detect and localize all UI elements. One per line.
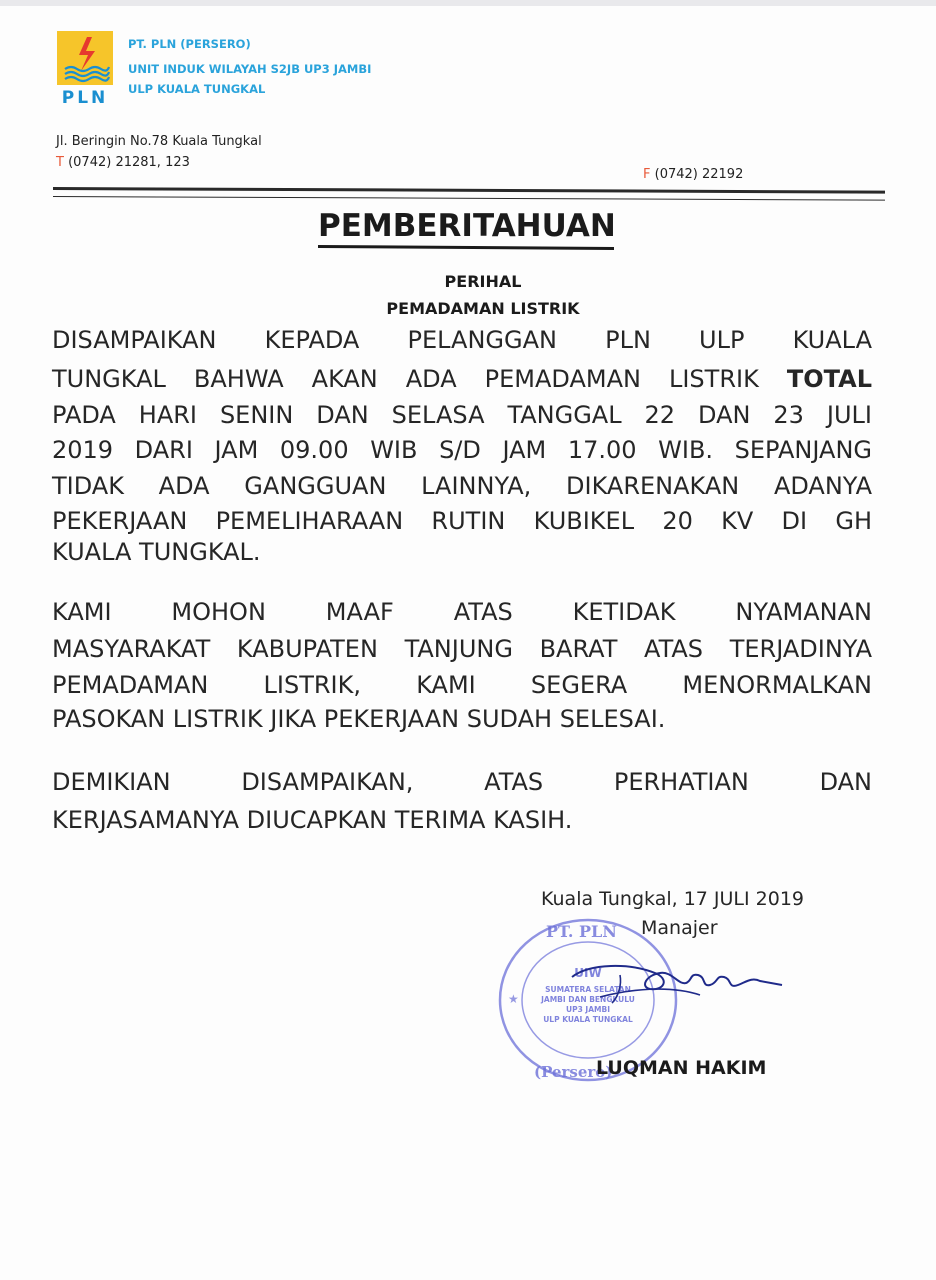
paragraph2-line: KAMI MOHON MAAF ATAS KETIDAK NYAMANAN <box>52 598 872 626</box>
paragraph3-line: KERJASAMANYA DIUCAPKAN TERIMA KASIH. <box>52 806 573 834</box>
fax-prefix: F <box>643 167 651 182</box>
stamp-star-icon: ★ <box>508 992 519 1006</box>
lightning-icon <box>57 31 113 85</box>
stamp-line: ULP KUALA TUNGKAL <box>543 1015 633 1024</box>
company-name: PT. PLN (PERSERO) <box>128 37 251 51</box>
paragraph2-line: MASYARAKAT KABUPATEN TANJUNG BARAT ATAS TERJADINYA <box>52 635 872 663</box>
fax-number <box>643 167 743 182</box>
handwritten-signature <box>560 955 790 1015</box>
scan-edge <box>0 0 936 6</box>
stamp-bottom-text: (Persero) <box>534 1063 613 1081</box>
total-emphasis: TOTAL <box>786 365 872 393</box>
paragraph1-line: TIDAK ADA GANGGUAN LAINNYA, DIKARENAKAN ADANYA <box>52 472 872 500</box>
header-rule-thin <box>53 196 885 201</box>
paragraph2-line: PEMADAMAN LISTRIK, KAMI SEGERA MENORMALKAN <box>52 671 872 699</box>
phone-number <box>56 155 190 170</box>
header-rule-thick <box>53 187 885 194</box>
office-name: ULP KUALA TUNGKAL <box>128 82 266 96</box>
phone-value: (0742) 21281, 123 <box>68 155 190 170</box>
pln-logo <box>57 31 113 107</box>
paragraph1-line: PEKERJAAN PEMELIHARAAN RUTIN KUBIKEL 20 KV DI GH <box>52 507 872 535</box>
phone-prefix: T <box>56 155 64 170</box>
stamp-line: UIW <box>574 966 602 980</box>
place-date: Kuala Tungkal, 17 JULI 2019 <box>541 888 805 910</box>
paragraph2-line: PASOKAN LISTRIK JIKA PEKERJAAN SUDAH SELESAI. <box>52 705 666 733</box>
paragraph1-line: 2019 DARI JAM 09.00 WIB S/D JAM 17.00 WIB. SEPANJANG <box>52 436 872 464</box>
paragraph1-line <box>52 365 872 393</box>
subject-label: PERIHAL <box>444 272 522 291</box>
signatory-name: LUQMAN HAKIM <box>596 1057 767 1079</box>
stamp-line: UP3 JAMBI <box>566 1005 610 1014</box>
stamp-top-text: PT. PLN <box>546 922 617 941</box>
signatory-role: Manajer <box>641 917 718 939</box>
address: Jl. Beringin No.78 Kuala Tungkal <box>56 134 262 149</box>
title-underline <box>318 245 614 250</box>
unit-name: UNIT INDUK WILAYAH S2JB UP3 JAMBI <box>128 62 372 76</box>
logo-wordmark: PLN <box>61 88 109 108</box>
stamp-line: SUMATERA SELATAN <box>545 985 631 994</box>
paragraph1-line: KUALA TUNGKAL. <box>52 538 261 566</box>
paragraph3-line: DEMIKIAN DISAMPAIKAN, ATAS PERHATIAN DAN <box>52 768 872 796</box>
document-title: PEMBERITAHUAN <box>318 208 616 244</box>
paragraph1-line-text: TUNGKAL BAHWA AKAN ADA PEMADAMAN LISTRIK <box>52 365 759 393</box>
stamp-line: JAMBI DAN BENGKULU <box>541 995 635 1004</box>
paragraph1-line: PADA HARI SENIN DAN SELASA TANGGAL 22 DAN 23 JULI <box>52 401 872 429</box>
subject: PEMADAMAN LISTRIK <box>386 299 580 318</box>
fax-value: (0742) 22192 <box>654 167 744 182</box>
paragraph1-line: DISAMPAIKAN KEPADA PELANGGAN PLN ULP KUALA <box>52 326 872 354</box>
